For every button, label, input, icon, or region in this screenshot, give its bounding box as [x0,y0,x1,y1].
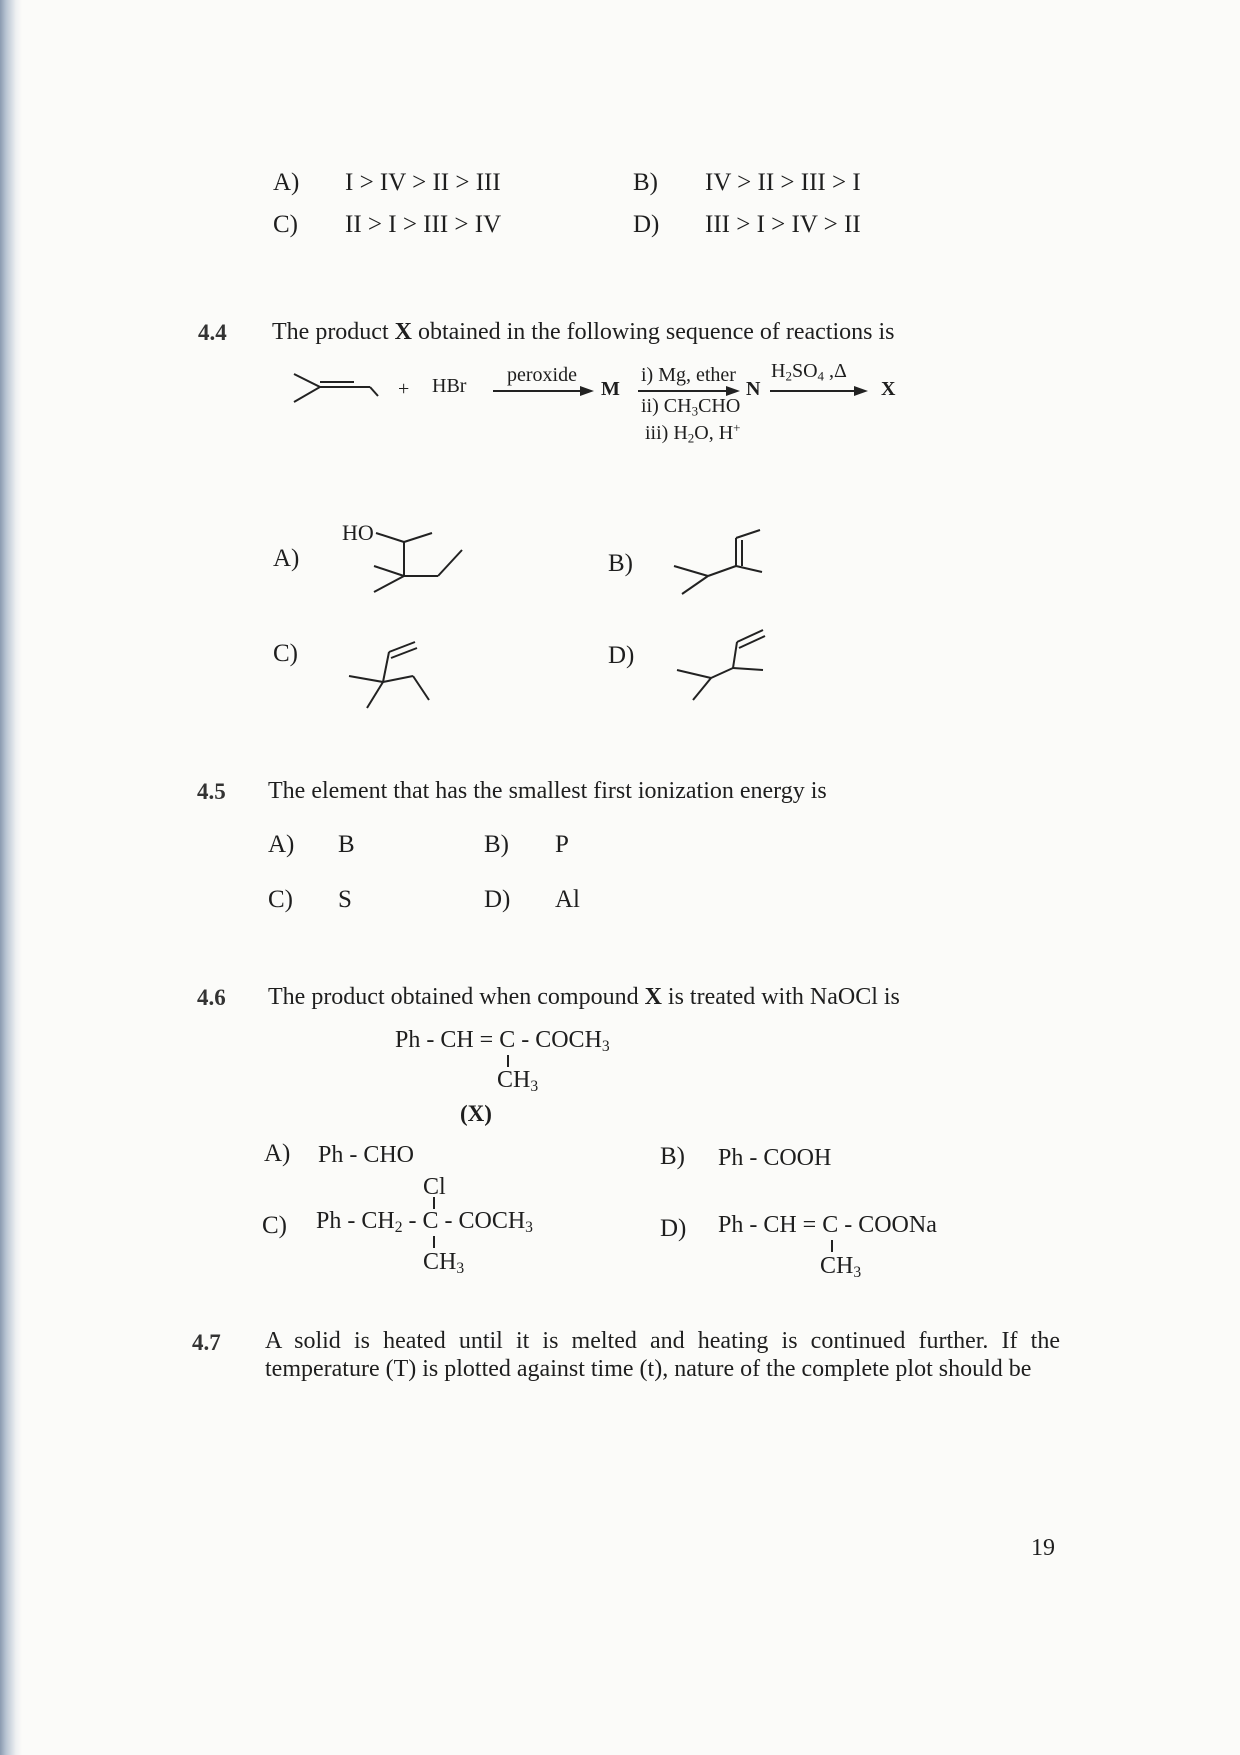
q44-option-c-label: C) [273,640,298,667]
q46-option-a-text: Ph - CHO [318,1142,415,1168]
scheme-arrow-2 [638,390,728,392]
page-number: 19 [1031,1535,1055,1561]
q46-option-d-bottom-bond [831,1240,833,1252]
prev-option-d-label: D) [633,211,660,238]
scheme-step2-line2: ii) $CH_3CHO$ [641,395,741,419]
question-number-4-7: 4.7 [192,1330,221,1355]
propene-structure [290,370,380,404]
q46-option-c-label: C) [262,1212,287,1239]
q44-option-d-label: D) [608,642,635,669]
q44-option-b-label: B) [608,550,633,577]
q46-option-b-text: Ph - COOH [718,1145,832,1171]
q44-option-a-ho-group: HO [342,520,374,545]
scheme-step2-line1: i) Mg, ether [641,364,736,386]
prev-option-a-label: A) [273,169,300,196]
question-number-4-6: 4.6 [197,985,226,1010]
q46-option-d-methyl: $CH_3$ [820,1253,862,1281]
compound-x-methyl-branch: $CH_3$ [497,1067,539,1095]
q46-option-d-label: D) [660,1215,687,1242]
scheme-reagent-hbr: HBr [432,375,467,397]
q45-option-a-text: B [338,831,355,858]
q45-option-d-text: Al [555,886,580,913]
q46-option-c-bottom-bond [433,1236,435,1248]
q44-option-a-structure [370,530,470,600]
q44-option-c-structure [345,632,445,712]
prev-option-c-label: C) [273,211,298,238]
q44-option-d-structure [675,628,775,708]
question-number-4-4: 4.4 [198,320,227,345]
scheme-step1-label: peroxide [507,364,577,386]
prev-option-b-text: IV > II > III > I [705,169,861,196]
q46-option-c-main-chain: Ph - $CH_2$ - C - $COCH_3$ [316,1208,533,1236]
question-4-7-text: A solid is heated until it is melted and heating is continued further. If the temperature (T) is plotted against time (t), nature of the complete plot should be [265,1328,1060,1382]
prev-option-b-label: B) [633,169,658,196]
prev-option-d-text: III > I > IV > II [705,211,861,238]
prev-option-a-text: I > IV > II > III [345,169,501,196]
scheme-arrow-1-head [580,386,594,396]
scheme-arrow-1 [493,390,581,392]
question-number-4-5: 4.5 [197,779,226,804]
scheme-product-x: X [881,378,896,400]
question-4-4-text: The product X obtained in the following sequence of reactions is [272,319,895,345]
q44-option-a-label: A) [273,545,300,572]
compound-x-main-chain: Ph - CH = C - $COCH_3$ [395,1027,610,1055]
question-4-6-text: The product obtained when compound X is treated with NaOCl is [268,984,900,1010]
scheme-arrow-3-head [854,386,868,396]
q46-option-b-label: B) [660,1143,685,1170]
q45-option-d-label: D) [484,886,511,913]
page-binding-edge [0,0,22,1755]
scheme-plus: + [398,378,410,400]
q46-option-c-chloro: Cl [423,1174,446,1200]
q46-option-a-label: A) [264,1140,291,1167]
q45-option-b-text: P [555,831,569,858]
compound-x-name: (X) [460,1101,492,1126]
prev-option-c-text: II > I > III > IV [345,211,502,238]
scheme-intermediate-m: M [601,378,620,400]
q46-option-c-methyl: $CH_3$ [423,1249,465,1277]
scheme-step3-label: $H_2SO_4$ ,Δ [771,360,847,384]
q45-option-c-label: C) [268,886,293,913]
scheme-step2-line3: iii) $H_2O$, H+ [645,419,741,446]
scheme-intermediate-n: N [746,378,761,400]
q46-option-d-main-chain: Ph - CH = C - COONa [718,1212,937,1238]
q45-option-c-text: S [338,886,352,913]
q45-option-a-label: A) [268,831,295,858]
question-4-5-text: The element that has the smallest first ionization energy is [268,778,827,804]
compound-x-branch-bond [507,1055,509,1067]
q44-option-b-structure [672,528,772,598]
scheme-arrow-3 [770,390,856,392]
q45-option-b-label: B) [484,831,509,858]
